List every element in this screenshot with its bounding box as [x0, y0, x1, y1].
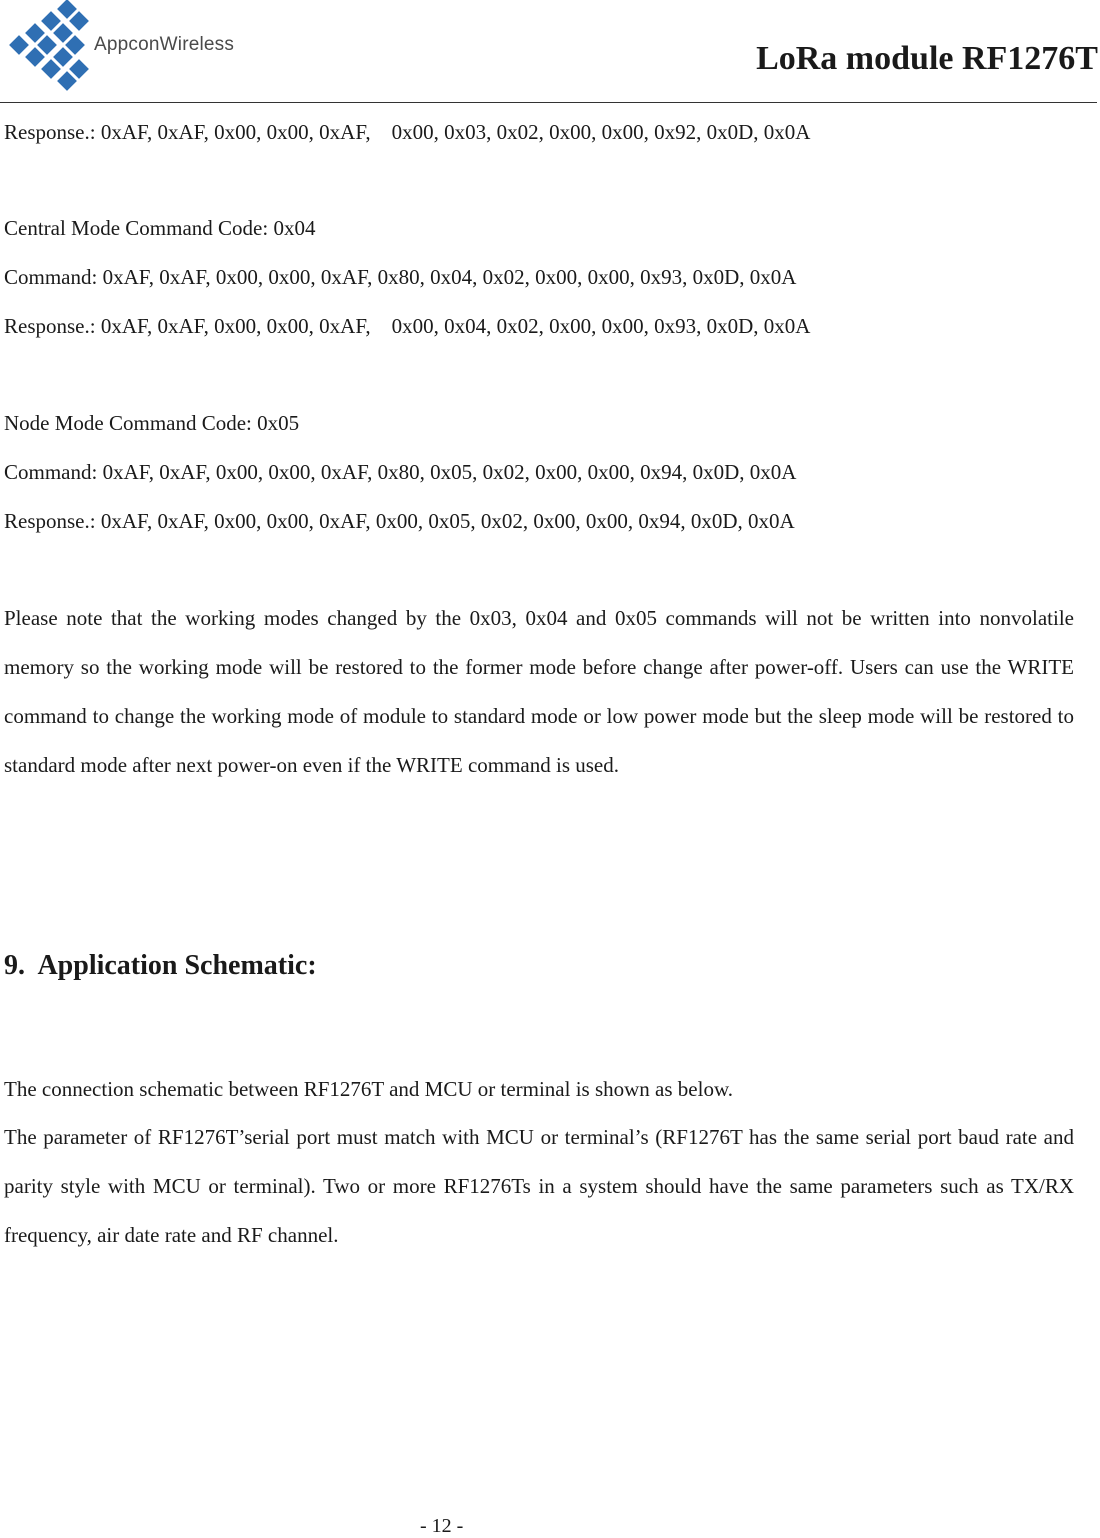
response-line-0x03: Response.: 0xAF, 0xAF, 0x00, 0x00, 0xAF, 0x00, 0x03, 0x02, 0x00, 0x00, 0x92, 0x0D, 0x0A — [4, 120, 811, 144]
header-divider — [0, 102, 1097, 103]
node-mode-command: Command: 0xAF, 0xAF, 0x00, 0x00, 0xAF, 0x80, 0x05, 0x02, 0x00, 0x00, 0x94, 0x0D, 0x0A — [4, 460, 797, 484]
node-mode-response: Response.: 0xAF, 0xAF, 0x00, 0x00, 0xAF, 0x00, 0x05, 0x02, 0x00, 0x00, 0x94, 0x0D, 0x0A — [4, 509, 795, 533]
node-mode-heading: Node Mode Command Code: 0x05 — [4, 411, 300, 435]
schematic-body: The parameter of RF1276T’serial port must match with MCU or terminal’s (RF1276T has the same serial port baud rate and parity style with MCU or terminal). Two or more RF1276Ts in a system should have the same parameters such as TX/RX frequency, air date rate and RF channel. — [4, 1125, 1074, 1247]
section-heading: 9. Application Schematic: — [4, 950, 317, 981]
schematic-intro: The connection schematic between RF1276T and MCU or terminal is shown as below. — [4, 1077, 734, 1101]
page-number: - 12 - — [420, 1515, 464, 1537]
brand-name: AppconWireless — [94, 34, 235, 55]
central-mode-response: Response.: 0xAF, 0xAF, 0x00, 0x00, 0xAF, 0x00, 0x04, 0x02, 0x00, 0x00, 0x93, 0x0D, 0x0A — [4, 314, 811, 338]
appcon-logo — [4, 0, 244, 98]
logo-diamond-icon — [4, 0, 94, 98]
central-mode-heading: Central Mode Command Code: 0x04 — [4, 216, 316, 240]
central-mode-command: Command: 0xAF, 0xAF, 0x00, 0x00, 0xAF, 0x80, 0x04, 0x02, 0x00, 0x00, 0x93, 0x0D, 0x0A — [4, 265, 797, 289]
document-title: LoRa module RF1276T — [756, 40, 1098, 77]
working-mode-note: Please note that the working modes changed by the 0x03, 0x04 and 0x05 commands will not be written into nonvolatile memory so the working mode will be restored to the former mode before change after power-off. Users can use the WRITE command to change the working mode of module to standard mode or low power mode but the sleep mode will be restored to standard mode after next power-on even if the WRITE command is used. — [4, 606, 1074, 777]
